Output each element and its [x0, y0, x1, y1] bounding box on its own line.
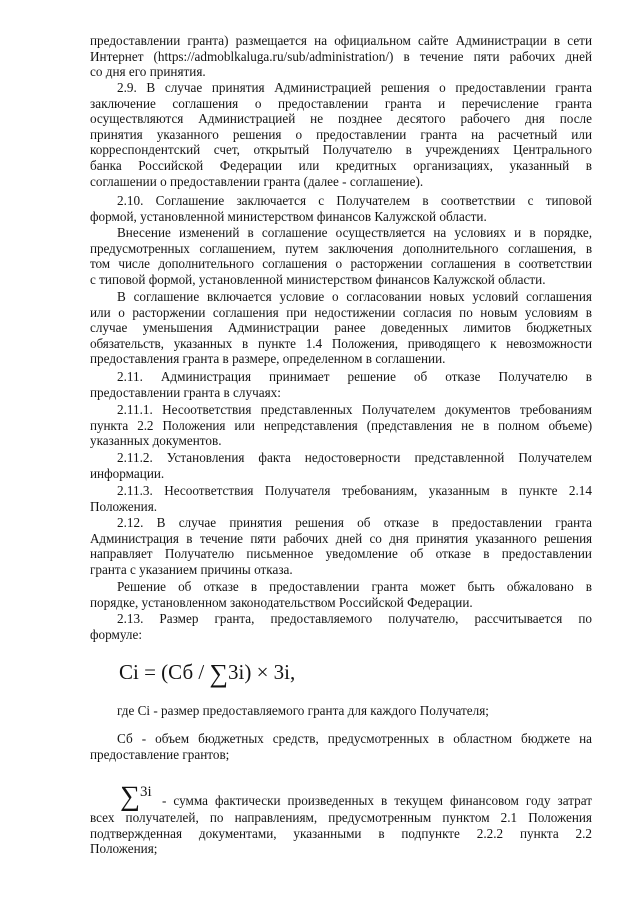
text-line: со дня его принятия. — [90, 64, 206, 80]
paragraph-2-10 — [90, 193, 592, 224]
text-line: корреспондентский счет, открытый Получателю в учреждениях Центрального — [90, 142, 592, 158]
text-line: Внесение изменений в соглашение осуществляется на условиях и в порядке, — [117, 225, 592, 240]
paragraph-2-11-2 — [90, 450, 592, 481]
text-line: Администрация в течение пяти рабочих дней со дня принятия указанного решения — [90, 530, 592, 546]
formula-lhs: Ci = (Сб / — [119, 660, 210, 684]
text-line: заключение соглашения о предоставлении гранта и перечисление гранта — [90, 95, 592, 111]
text-line: формуле: — [90, 626, 142, 642]
text-line: 2.11.1. Несоответствия представленных Получателем документов требованиям — [117, 402, 592, 417]
text-line: направляет Получателю письменное уведомление об отказе в предоставлении — [90, 546, 592, 562]
text-line: формой, установленной министерством финансов Калужской области. — [90, 208, 487, 224]
text-line: с типовой формой, установленной министерством финансов Калужской области. — [90, 271, 546, 287]
paragraph-2-9 — [90, 80, 592, 189]
text-line: Сб - объем бюджетных средств, предусмотренных в областном бюджете на — [117, 731, 592, 746]
text-line: 2.13. Размер гранта, предоставляемого получателю, рассчитывается по — [117, 611, 592, 626]
text-line: принятия указанного решения о предоставлении гранта на расчетный или — [90, 126, 592, 142]
paragraph-2-13 — [90, 611, 592, 642]
text-line: предоставление грантов; — [90, 746, 230, 762]
sigma-symbol: ∑ — [209, 659, 229, 688]
text-line: том числе дополнительного соглашения о расторжении соглашения в соответствии — [90, 256, 592, 272]
text-line: всех получателей, по направлениям, предусмотренным пунктом 2.1 Положения — [90, 810, 592, 825]
paragraph-agreement-changes — [90, 225, 592, 287]
paragraph-publication — [90, 33, 592, 80]
text-line: случае уменьшения Администрации ранее доведенных лимитов бюджетных — [90, 320, 592, 336]
paragraph-agreement-condition — [90, 289, 592, 367]
text-line: банка Российской Федерации или кредитных организациях, указанный в — [90, 157, 592, 173]
sum-symbol — [120, 781, 152, 813]
text-line: Положения. — [90, 498, 158, 514]
text-line: информации. — [90, 465, 165, 481]
text-line: Решение об отказе в предоставлении гранта может быть обжаловано в — [117, 579, 592, 594]
grant-formula — [119, 660, 295, 686]
text-line: обязательств, указанных в пункте 1.4 Положения, приводящего к невозможности — [90, 335, 592, 351]
text-line: осуществляются Администрацией не позднее десятого рабочего дня после — [90, 111, 592, 127]
text-line: Интернет (https://admoblkaluga.ru/sub/administration/) в течение пяти рабочих дней — [90, 48, 592, 64]
text-line: предоставлении гранта) размещается на официальном сайте Администрации в сети — [90, 33, 592, 48]
text-line: 2.9. В случае принятия Администрацией решения о предоставлении гранта — [117, 80, 592, 95]
definition-sum-first-line — [162, 793, 592, 809]
definition-ci — [90, 703, 592, 719]
text-line: Положения; — [90, 841, 158, 857]
text-line: гранта с указанием причины отказа. — [90, 561, 293, 577]
text-line: соглашении о предоставлении гранта (далее - соглашение). — [90, 173, 424, 189]
sigma-symbol: ∑ — [120, 781, 140, 812]
text-line: где Ci - размер предоставляемого гранта для каждого Получателя; — [117, 703, 489, 718]
text-line: пункта 2.2 Положения или непредставления (представления не в полном объеме) — [90, 417, 592, 433]
paragraph-appeal — [90, 579, 592, 610]
text-line: 2.10. Соглашение заключается с Получателем в соответствии с типовой — [117, 193, 592, 208]
text-line: предусмотренных соглашением, путем заключения дополнительного соглашения, в — [90, 240, 592, 256]
paragraph-2-11-1 — [90, 402, 592, 449]
text-line: указанных документов. — [90, 433, 222, 449]
text-line: или о расторжении соглашения при недостижении согласия по новым условиям в — [90, 304, 592, 320]
definition-sb — [90, 731, 592, 762]
sum-variable: 3i — [139, 784, 152, 800]
paragraph-2-12 — [90, 515, 592, 577]
text-line: В соглашение включается условие о согласовании новых условий соглашения — [117, 289, 592, 304]
formula-rhs: 3i) × 3i, — [228, 660, 296, 684]
text-line: - сумма фактически произведенных в текущем финансовом году затрат — [162, 793, 592, 808]
text-line: предоставления гранта в размере, определенном в соглашении. — [90, 351, 446, 367]
text-line: подтвержденная документами, указанными в подпункте 2.2.2 пункта 2.2 — [90, 825, 592, 841]
text-line: порядке, установленном законодательством Российской Федерации. — [90, 594, 473, 610]
text-line: 2.11.2. Установления факта недостоверности представленной Получателем — [117, 450, 592, 465]
paragraph-2-11-3 — [90, 483, 592, 514]
text-line: 2.12. В случае принятия решения об отказе в предоставлении гранта — [117, 515, 592, 530]
text-line: предоставлении гранта в случаях: — [90, 384, 281, 400]
text-line: 2.11. Администрация принимает решение об отказе Получателю в — [117, 369, 592, 384]
definition-sum — [90, 810, 592, 857]
paragraph-2-11 — [90, 369, 592, 400]
text-line: 2.11.3. Несоответствия Получателя требованиям, указанным в пункте 2.14 — [117, 483, 592, 498]
